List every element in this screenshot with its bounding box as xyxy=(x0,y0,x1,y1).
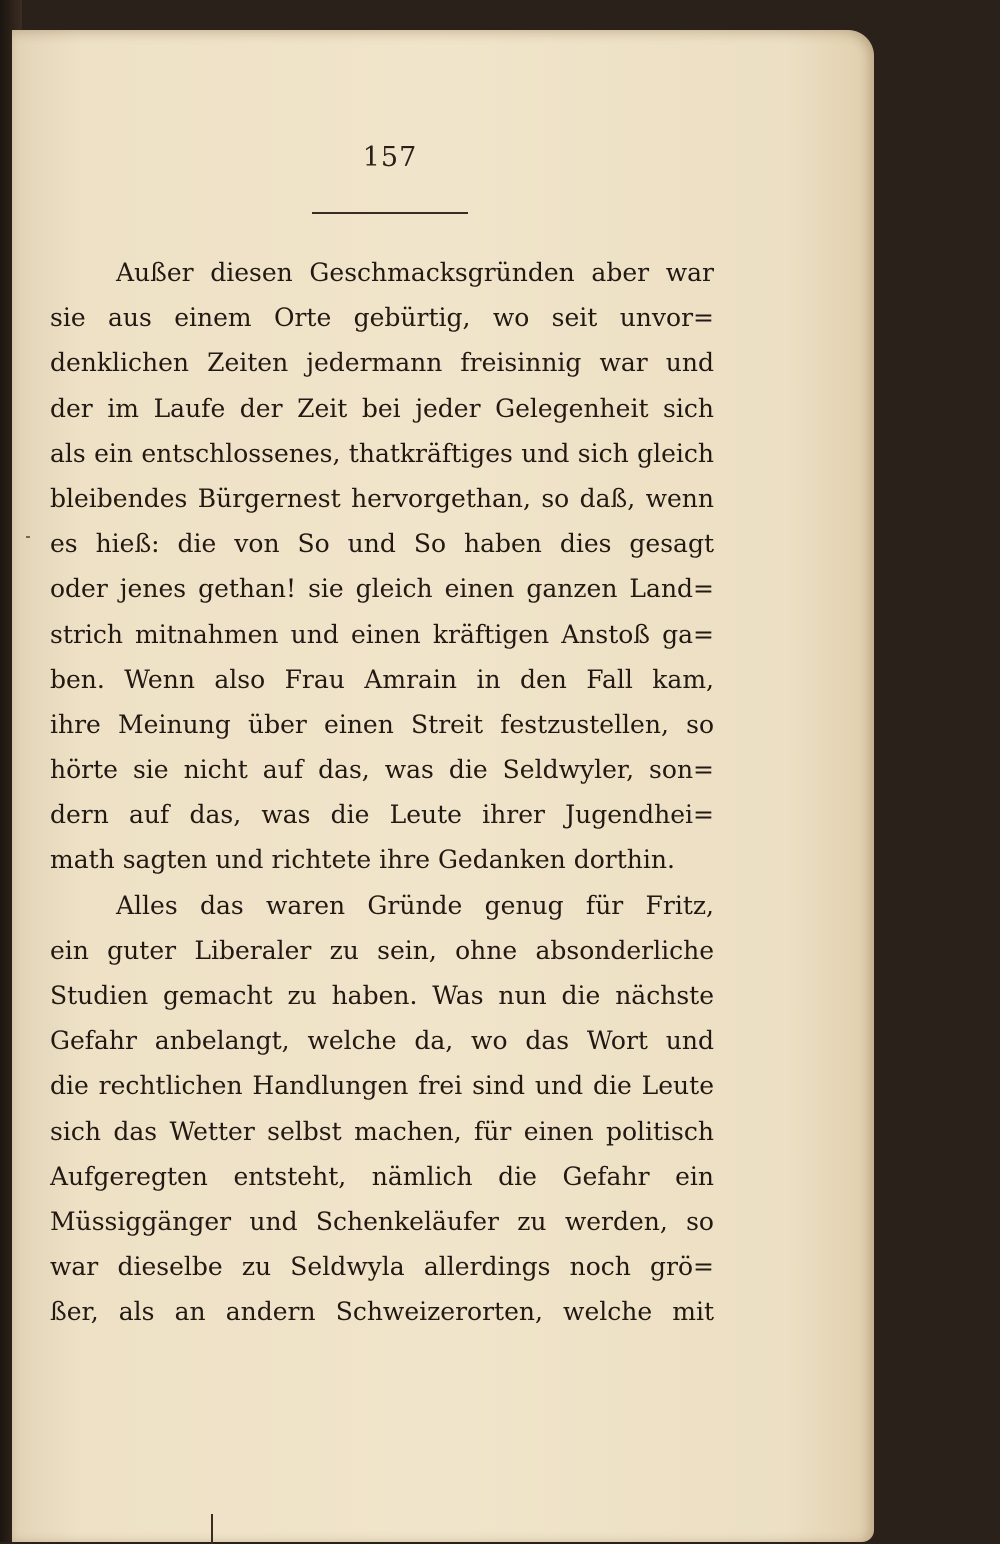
book-page xyxy=(12,30,874,1542)
text-line: sich das Wetter selbst machen, für einen politisch xyxy=(50,1116,714,1146)
text-line: ein guter Liberaler zu sein, ohne absonderliche xyxy=(50,935,714,965)
text-line: Müssiggänger und Schenkeläufer zu werden, so xyxy=(50,1206,714,1236)
text-line: als ein entschlossenes, thatkräftiges und sich gleich xyxy=(50,438,714,468)
bottom-mark xyxy=(211,1514,213,1544)
text-line: Außer diesen Geschmacksgründen aber war xyxy=(116,258,714,287)
text-line: bleibendes Bürgernest hervorgethan, so daß, wenn xyxy=(50,483,714,513)
text-line: oder jenes gethan! sie gleich einen ganzen Land= xyxy=(50,574,714,604)
text-line: war dieselbe zu Seldwyla allerdings noch grö= xyxy=(50,1252,714,1282)
text-line: Studien gemacht zu haben. Was nun die nächste xyxy=(50,981,714,1010)
text-line: ihre Meinung über einen Streit festzustellen, so xyxy=(50,709,714,739)
text-line: hörte sie nicht auf das, was die Seldwyler, son= xyxy=(50,755,714,785)
margin-tick xyxy=(26,536,30,538)
text-line: ben. Wenn also Frau Amrain in den Fall kam, xyxy=(50,664,714,694)
text-line: denklichen Zeiten jedermann freisinnig war und xyxy=(50,348,714,378)
text-line: es hieß: die von So und So haben dies gesagt xyxy=(50,529,714,559)
page-number-rule xyxy=(312,212,468,214)
text-line: ßer, als an andern Schweizerorten, welche mit xyxy=(50,1297,714,1327)
page-number: 157 xyxy=(362,142,418,173)
text-line: der im Laufe der Zeit bei jeder Gelegenheit sich xyxy=(50,393,714,423)
body-text xyxy=(50,250,714,1335)
text-line: math sagten und richtete ihre Gedanken dorthin. xyxy=(50,845,675,875)
text-line: Gefahr anbelangt, welche da, wo das Wort und xyxy=(50,1026,714,1056)
text-line: Alles das waren Gründe genug für Fritz, xyxy=(116,890,714,920)
text-line: strich mitnahmen und einen kräftigen Anstoß ga= xyxy=(50,619,714,649)
text-line: sie aus einem Orte gebürtig, wo seit unvor= xyxy=(50,303,714,333)
text-line: die rechtlichen Handlungen frei sind und die Leute xyxy=(50,1071,714,1101)
text-line: dern auf das, was die Leute ihrer Jugendhei= xyxy=(50,800,714,830)
text-line: Aufgeregten entsteht, nämlich die Gefahr ein xyxy=(50,1161,714,1191)
